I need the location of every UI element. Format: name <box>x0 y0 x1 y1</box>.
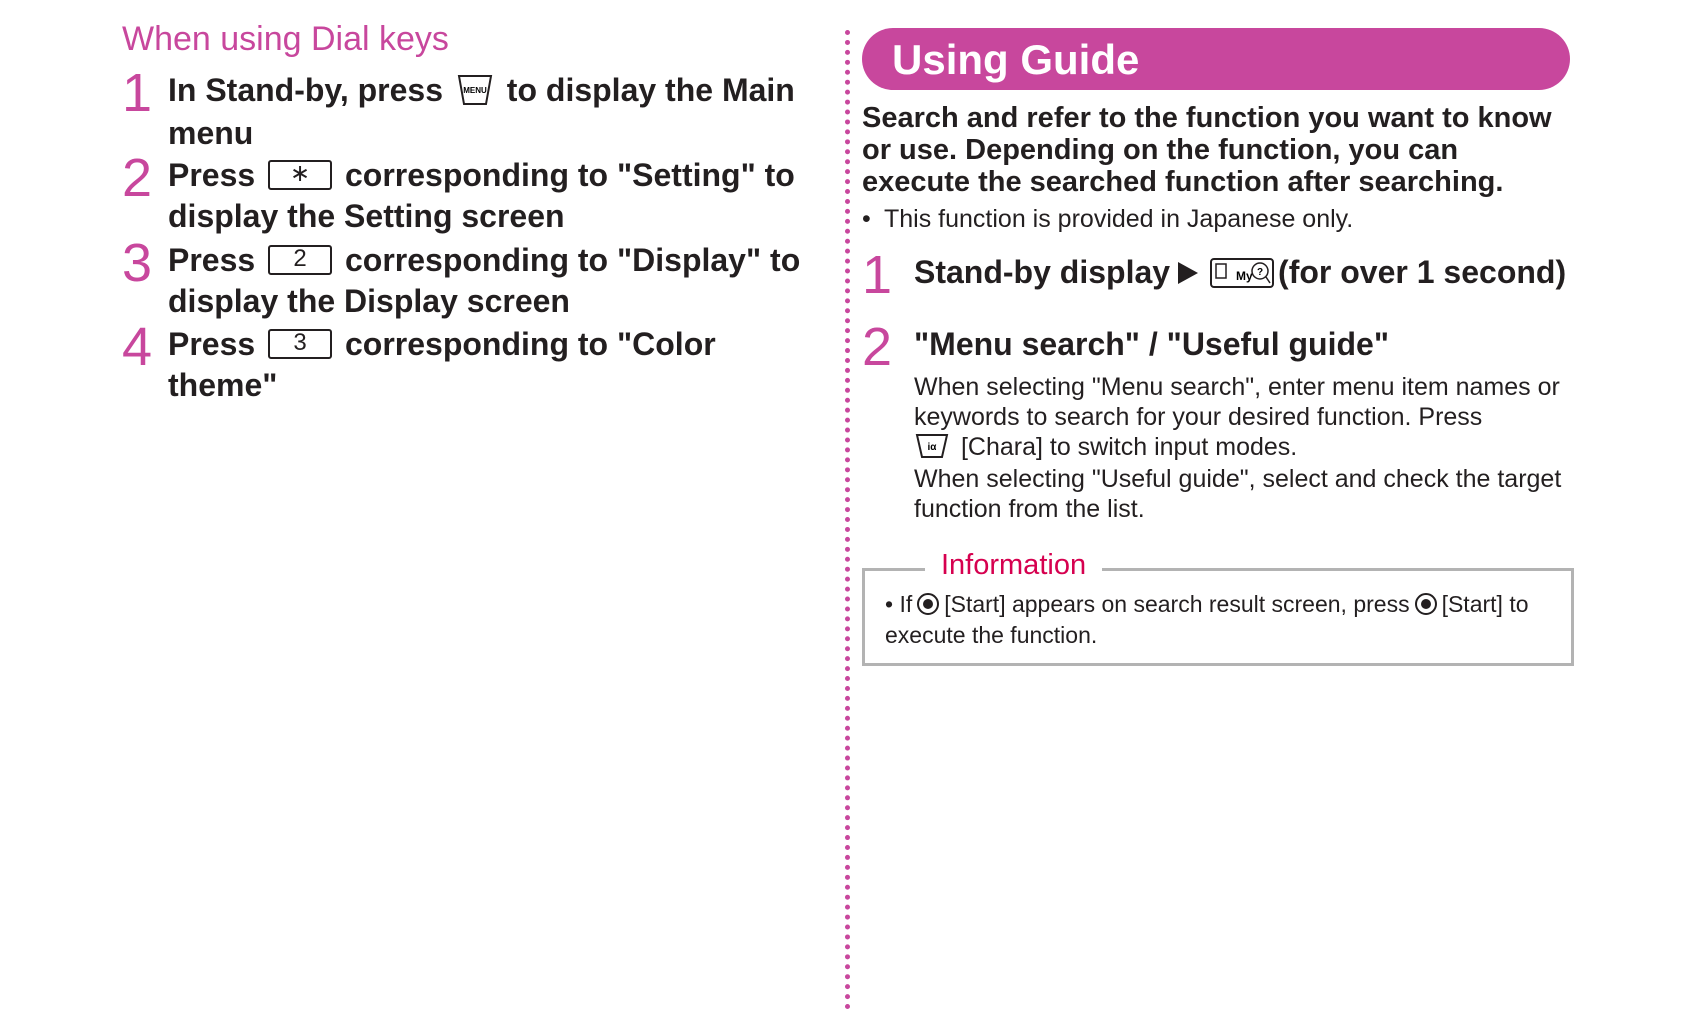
step-text: Press 2 corresponding to "Display" to display the Display screen <box>168 242 801 319</box>
svg-text:iα: iα <box>927 442 937 454</box>
step-number: 1 <box>122 63 153 123</box>
step-text: Stand-by display My ? (for over 1 second) <box>914 254 1567 290</box>
note-bullet: • This function is provided in Japanese only. <box>862 205 1354 233</box>
step-text: Press ∗ corresponding to "Setting" to display the Setting screen <box>168 157 795 234</box>
step-number: 1 <box>862 245 893 305</box>
my-selection-key-icon <box>1210 258 1274 288</box>
step-number: 3 <box>122 233 153 293</box>
page-title: Using Guide <box>892 36 1140 83</box>
column-divider <box>845 30 850 1010</box>
information-text: • If [Start] appears on search result screen, press [Start] to execute the function. <box>885 591 1529 648</box>
svg-text:My: My <box>1236 268 1253 283</box>
arrow-right-icon <box>1178 262 1198 284</box>
step-text: "Menu search" / "Useful guide" <box>914 326 1389 362</box>
chara-key-icon <box>914 432 950 460</box>
svg-text:MENU: MENU <box>463 85 487 95</box>
step-text: Press 3 corresponding to "Color theme" <box>168 326 716 403</box>
step-number: 2 <box>862 317 893 377</box>
center-key-icon <box>1414 592 1438 616</box>
key-3-icon: 3 <box>268 329 332 359</box>
information-label: Information <box>925 549 1102 582</box>
bullet-dot-icon: • <box>885 591 894 617</box>
information-box <box>862 549 1574 666</box>
step-2-description: When selecting "Menu search", enter menu item names or keywords to search for your desired function. Press iα [Chara] to switch input modes. When selecting "Useful guide", select and check the target function from the list. <box>914 373 1562 524</box>
step-text: In Stand-by, press MENU to display the Main menu <box>168 72 795 151</box>
key-2-icon: 2 <box>268 245 332 275</box>
dial-keys-subheading: When using Dial keys <box>122 20 449 58</box>
step-number: 2 <box>122 148 153 208</box>
step-number: 4 <box>122 317 153 377</box>
center-key-icon <box>916 592 940 616</box>
section-banner <box>862 28 1570 90</box>
right-column <box>862 0 1662 1018</box>
left-column <box>0 0 820 1018</box>
intro-text: Search and refer to the function you want to know or use. Depending on the function, you can execute the searched function after searching. <box>862 102 1552 198</box>
svg-text:?: ? <box>1257 266 1264 278</box>
bullet-dot-icon: • <box>862 205 871 233</box>
menu-key-icon <box>456 73 494 107</box>
asterisk-key-icon: ∗ <box>268 160 332 190</box>
